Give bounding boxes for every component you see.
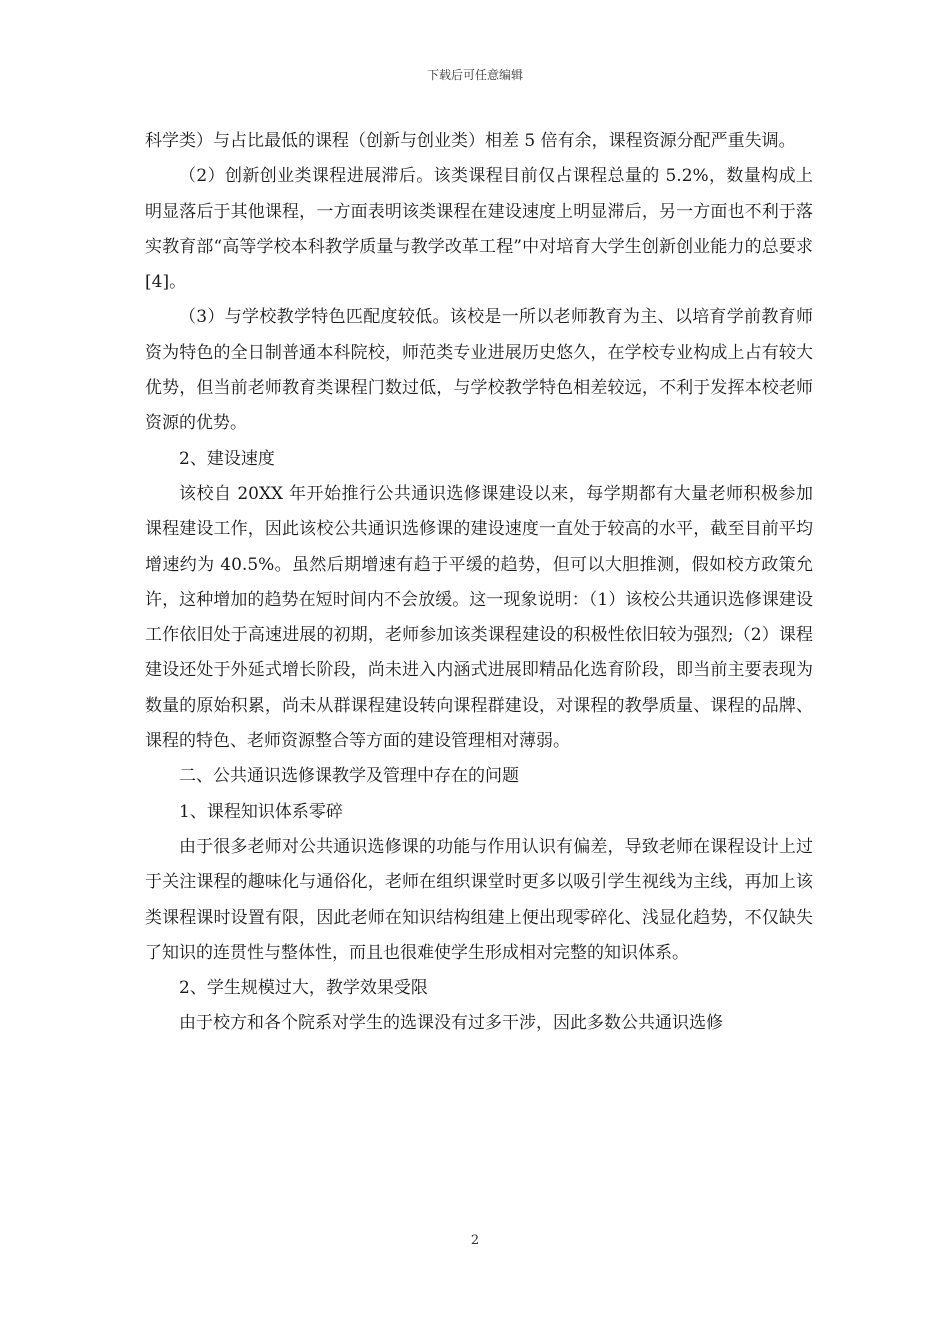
section-heading: 二、公共通识选修课教学及管理中存在的问题 [179, 766, 519, 787]
section-heading: 2、建设速度 [179, 448, 275, 469]
section-heading: 2、学生规模过大，教学效果受限 [179, 978, 428, 999]
body-text [145, 124, 813, 1042]
page-header: 下载后可任意编辑 [426, 68, 523, 82]
paragraph: 该校自 20XX 年开始推行公共通识选修课建设以来，每学期都有大量老师积极参加课程建设工作，因此该校公共通识选修课的建设速度一直处于较高的水平，截至目前平均增速约为 40.5%。虽然后期增速有趋于平缓的趋势，但可以大胆推测，假如校方政策允许，这种增加的趋势在短时间内不会放缓。这一现象说明：（1）该校公共通识选修课建设工作依旧处于高速进展的初期，老师参加该类课程建设的积极性依旧较为强烈;（2）课程建设还处于外延式增长阶段，尚未进入内涵式进展即精品化选育阶段，即当前主要表现为数量的原始积累，尚未从群课程建设转向课程群建设，对课程的教學质量、课程的品牌、课程的特色、老师资源整合等方面的建设管理相对薄弱。 [145, 483, 813, 752]
paragraph: 由于很多老师对公共通识选修课的功能与作用认识有偏差，导致老师在课程设计上过于关注课程的趣味化与通俗化，老师在组织课堂时更多以吸引学生视线为主线，再加上该类课程课时设置有限，因此老师在知识结构组建上便出现零碎化、浅显化趋势，不仅缺失了知识的连贯性与整体性，而且也很难使学生形成相对完整的知识体系。 [145, 836, 813, 963]
paragraph: （3）与学校教学特色匹配度较低。该校是一所以老师教育为主、以培育学前教育师资为特色的全日制普通本科院校，师范类专业进展历史悠久，在学校专业构成上占有较大优势，但当前老师教育类课程门数过低，与学校教学特色相差较远，不利于发挥本校老师资源的优势。 [145, 307, 813, 434]
paragraph: 科学类）与占比最低的课程（创新与创业类）相差 5 倍有余，课程资源分配严重失调。 [145, 131, 796, 151]
paragraph: 由于校方和各个院系对学生的选课没有过多干涉，因此多数公共通识选修 [179, 1013, 723, 1034]
page-number: 2 [470, 1233, 480, 1248]
paragraph: （2）创新创业类课程进展滞后。该类课程目前仅占课程总量的 5.2%，数量构成上明显落后于其他课程，一方面表明该类课程在建设速度上明显滞后，另一方面也不利于落实教育部“高等学校本科教学质量与教学改革工程”中对培育大学生创新创业能力的总要求[4]。 [145, 166, 813, 293]
section-heading: 1、课程知识体系零碎 [179, 801, 343, 822]
